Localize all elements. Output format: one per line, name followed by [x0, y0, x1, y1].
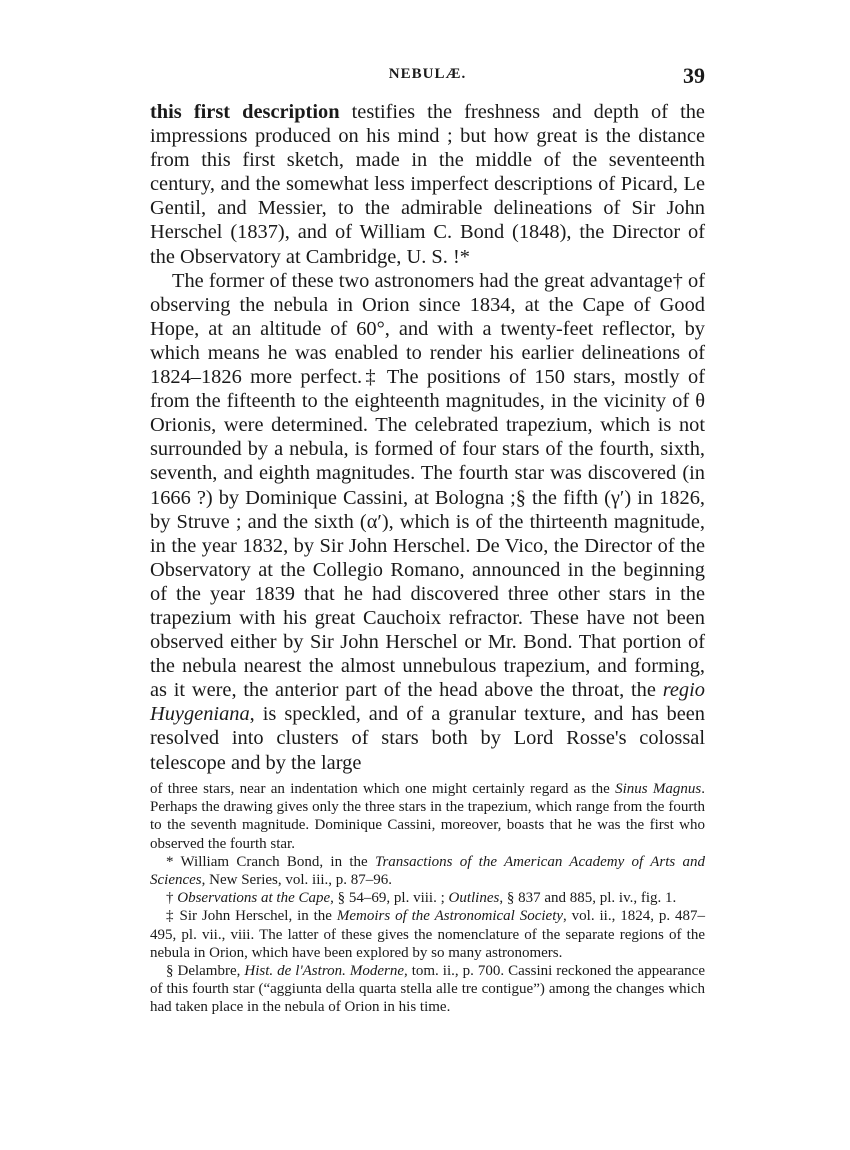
footnote-star-text-b: , New Series, vol. iii., p. 87–96. — [201, 872, 393, 889]
footnotes — [150, 780, 705, 1017]
paragraph-1-text: testifies the freshness and depth of the impressions produced on his mind ; but how great is the distance from this first sketch, made in the middle of the seventeenth century, and the somewhat less imperfect descriptions of Picard, Le Gentil, and Messier, to the admirable delineations of Sir John Herschel (1837), and of William C. Bond (1848), the Director of the Observatory at Cambridge, U. S. !* — [150, 101, 705, 268]
running-head — [150, 63, 705, 87]
footnote-section-italic: Hist. de l'Astron. Moderne — [244, 963, 404, 980]
footnote-continuation — [150, 780, 705, 853]
footnote-double-dagger-text-a: ‡ Sir John Herschel, in the — [166, 908, 337, 925]
footnote-dagger-text-c: , § 837 and 885, pl. iv., fig. 1. — [499, 890, 677, 907]
paragraph-1 — [150, 100, 705, 269]
main-text — [150, 100, 705, 775]
footnote-star — [150, 853, 705, 889]
footnote-section-text-b: , tom. ii., p. 700. Cassini reckoned the appearance of this fourth star (“aggiunta della quarta stella alle tre contigue”) among the changes which had taken place in the nebula of Orion in his time. — [150, 963, 705, 1016]
paragraph-2-italic: regio Huygeniana — [150, 679, 705, 726]
footnote-double-dagger-italic: Memoirs of the Astronomical Society — [336, 908, 564, 925]
footnote-section-text-a: § Delambre, — [166, 963, 245, 980]
paragraph-1-lead: this first description — [150, 101, 340, 123]
running-title: NEBULÆ. — [388, 66, 467, 82]
footnote-double-dagger-text-b: , vol. ii., 1824, p. 487–495, pl. vii., viii. The latter of these gives the nomenclature of the separate regions of the nebula in Orion, which have been explored by so many astronomers. — [150, 908, 705, 961]
paragraph-2-text-b: , is speckled, and of a granular texture, and has been resolved into clusters of stars both by Lord Rosse's colossal telescope and by the large — [150, 703, 705, 774]
footnote-double-dagger — [150, 907, 705, 962]
footnote-continuation-italic: Sinus Magnus — [615, 781, 702, 797]
footnote-star-text-a: * William Cranch Bond, in the — [166, 853, 375, 870]
page-number: 39 — [683, 63, 705, 88]
footnote-dagger-italic-2: Outlines — [448, 890, 500, 907]
footnote-continuation-text-a: of three stars, near an indentation which one might certainly regard as the — [150, 781, 616, 797]
paragraph-2-text-a: The former of these two astronomers had the great advantage† of observing the nebula in Orion since 1834, at the Cape of Good Hope, at an altitude of 60°, and with a twenty-feet reflector, by which means he was enabled to render his earlier delineations of 1824–1826 more perfect.‡ The positions of 150 stars, mostly of from the fifteenth to the eighteenth magnitudes, in the vicinity of θ Orionis, were determined. The celebrated trapezium, which is not surrounded by a nebula, is formed of four stars of the fourth, sixth, seventh, and eighth magnitudes. The fourth star was discovered (in 1666 ?) by Dominique Cassini, at Bologna ;§ the fifth (γ′) in 1826, by Struve ; and the sixth (α′), which is of the thirteenth magnitude, in the year 1832, by Sir John Herschel. De Vico, the Director of the Observatory at the Collegio Romano, announced in the beginning of the year 1839 that he had discovered three other stars in the trapezium with his great Cauchoix refractor. These have not been observed either by Sir John Herschel or Mr. Bond. That portion of the nebula nearest the almost unnebulous trapezium, and forming, as it were, the anterior part of the head above the throat, the — [150, 269, 705, 702]
footnote-dagger-text-b: , § 54–69, pl. viii. ; — [330, 890, 449, 907]
footnote-dagger-text-a: † — [166, 890, 178, 907]
paragraph-2 — [150, 269, 705, 775]
footnote-section — [150, 962, 705, 1017]
footnote-dagger-italic-1: Observations at the Cape — [177, 890, 331, 907]
footnote-dagger — [150, 889, 705, 907]
footnote-star-italic: Transactions of the American Academy of Arts and Sciences — [150, 853, 705, 889]
footnote-continuation-text-b: . Perhaps the drawing gives only the three stars in the trapezium, which range from the fourth to the seventh magnitude. Dominique Cassini, moreover, boasts that he was the first who observed the fourth star. — [150, 781, 705, 852]
